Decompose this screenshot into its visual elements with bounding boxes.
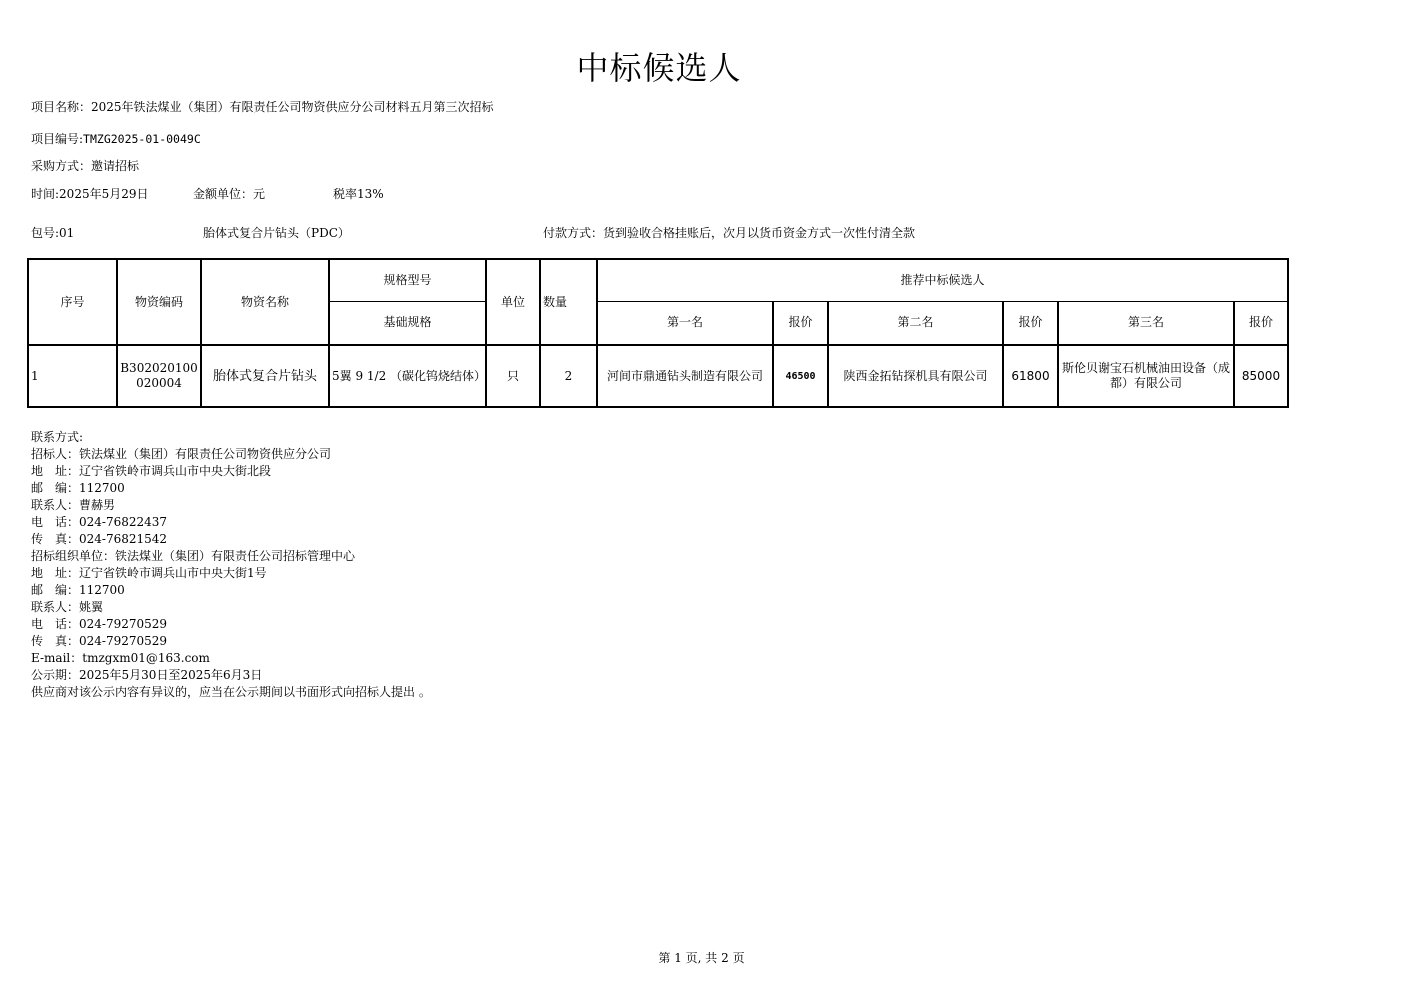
- payment-terms: 付款方式：货到验收合格挂账后，次月以货币资金方式一次性付清全款: [543, 226, 916, 240]
- candidate-table: [27, 258, 1289, 408]
- header-name: 物资名称: [201, 259, 329, 345]
- cell-seq: 1: [28, 345, 117, 407]
- page-title: 中标候选人: [576, 49, 742, 87]
- project-name: 项目名称：2025年铁法煤业（集团）有限责任公司物资供应分公司材料五月第三次招标: [31, 100, 494, 114]
- agency-phone: 电 话：024-79270529: [31, 617, 168, 631]
- tenderer-postcode: 邮 编：112700: [31, 481, 125, 495]
- header-recommend: 推荐中标候选人: [597, 259, 1288, 301]
- header-code: 物资编码: [117, 259, 201, 345]
- project-number-value: TMZG2025-01-0049C: [83, 132, 201, 146]
- project-number-label: 项目编号:: [31, 132, 84, 146]
- cell-third: 斯伦贝谢宝石机械油田设备（成都）有限公司: [1058, 345, 1234, 407]
- agency-email: E-mail：tmzgxm01@163.com: [31, 651, 210, 665]
- time: 时间:2025年5月29日: [31, 187, 149, 201]
- cell-price3: 85000: [1234, 345, 1288, 407]
- tenderer-fax: 传 真：024-76821542: [31, 532, 168, 546]
- cell-second: 陕西金拓钻探机具有限公司: [828, 345, 1003, 407]
- cell-price1: 46500: [773, 345, 828, 407]
- tenderer-address: 地 址：辽宁省铁岭市调兵山市中央大街北段: [31, 464, 272, 478]
- publicity-period: 公示期：2025年5月30日至2025年6月3日: [31, 668, 263, 682]
- tenderer: 招标人：铁法煤业（集团）有限责任公司物资供应分公司: [31, 447, 332, 461]
- header-seq: 序号: [28, 259, 117, 345]
- header-price1: 报价: [773, 301, 828, 345]
- header-third: 第三名: [1058, 301, 1234, 345]
- agency-contact-person: 联系人：姚翼: [31, 600, 104, 614]
- cell-unit: 只: [486, 345, 540, 407]
- package-number: 包号:01: [31, 226, 75, 240]
- tax-rate: 税率13%: [333, 187, 384, 201]
- header-unit: 单位: [486, 259, 540, 345]
- contact-heading: 联系方式:: [31, 430, 84, 444]
- table-row: [28, 345, 1288, 407]
- cell-first: 河间市鼎通钻头制造有限公司: [597, 345, 773, 407]
- contact-block: [31, 429, 431, 701]
- header-price2: 报价: [1003, 301, 1058, 345]
- page-footer: 第 1 页, 共 2 页: [658, 951, 745, 965]
- header-spec: 规格型号: [329, 259, 486, 301]
- tenderer-phone: 电 话：024-76822437: [31, 515, 168, 529]
- package-item: 胎体式复合片钻头（PDC）: [203, 226, 350, 240]
- header-second: 第二名: [828, 301, 1003, 345]
- header-price3: 报价: [1234, 301, 1288, 345]
- agency-postcode: 邮 编：112700: [31, 583, 125, 597]
- header-spec-base: 基础规格: [329, 301, 486, 345]
- tenderer-contact-person: 联系人：曹赫男: [31, 498, 116, 512]
- agency-fax: 传 真：024-79270529: [31, 634, 168, 648]
- cell-qty: 2: [540, 345, 597, 407]
- agency: 招标组织单位：铁法煤业（集团）有限责任公司招标管理中心: [31, 549, 356, 563]
- currency-unit: 金额单位：元: [193, 187, 266, 201]
- header-first: 第一名: [597, 301, 773, 345]
- project-number: [31, 131, 201, 147]
- objection-notice: 供应商对该公示内容有异议的，应当在公示期间以书面形式向招标人提出 。: [31, 685, 431, 699]
- purchase-method: 采购方式：邀请招标: [31, 159, 140, 173]
- cell-price2: 61800: [1003, 345, 1058, 407]
- cell-spec: 5翼 9 1/2 （碳化钨烧结体）: [329, 345, 486, 407]
- cell-code: B302020100020004: [117, 345, 201, 407]
- agency-address: 地 址：辽宁省铁岭市调兵山市中央大街1号: [31, 566, 267, 580]
- cell-name: 胎体式复合片钻头: [201, 345, 329, 407]
- header-qty: 数量: [540, 259, 597, 345]
